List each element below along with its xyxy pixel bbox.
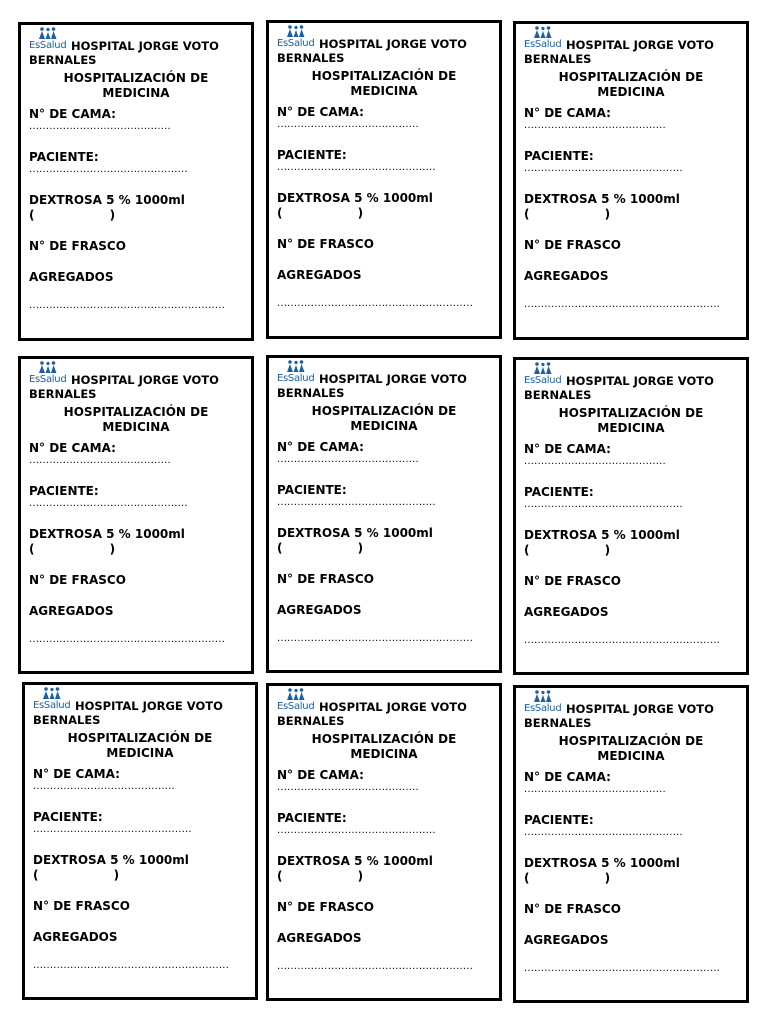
essalud-logo	[524, 28, 564, 52]
iv-label-card-8	[266, 683, 502, 1001]
solution-label: DEXTROSA 5 % 1000ml	[524, 528, 680, 542]
patient-label: PACIENTE:	[33, 810, 103, 824]
essalud-logo	[33, 689, 73, 713]
family-icon	[532, 26, 554, 38]
additives-fill-line: ..........................................................	[29, 301, 225, 311]
volume-paren	[524, 871, 738, 886]
volume-field: ( )	[29, 542, 116, 556]
solution-label: DEXTROSA 5 % 1000ml	[277, 526, 433, 540]
patient-fill-line: ...............................................	[524, 164, 683, 174]
iv-label-card-5	[266, 355, 502, 673]
volume-paren	[277, 206, 491, 221]
volume-field: ( )	[277, 541, 364, 555]
iv-label-card-4	[18, 356, 254, 674]
unit-title: HOSPITALIZACIÓN DE MEDICINA	[63, 71, 209, 100]
volume-field: ( )	[524, 871, 611, 885]
bed-label: N° DE CAMA:	[524, 106, 611, 120]
additives-label: AGREGADOS	[33, 930, 118, 944]
volume-paren	[29, 542, 243, 557]
volume-field: ( )	[277, 206, 364, 220]
solution-label: DEXTROSA 5 % 1000ml	[524, 856, 680, 870]
bottle-label: N° DE FRASCO	[29, 239, 126, 253]
volume-paren	[277, 541, 491, 556]
family-icon	[37, 27, 59, 39]
bed-label: N° DE CAMA:	[277, 440, 364, 454]
label-header	[277, 27, 491, 65]
bed-label: N° DE CAMA:	[277, 768, 364, 782]
bed-fill-line: ..........................................	[277, 783, 419, 793]
hospital-name: HOSPITAL JORGE VOTO BERNALES	[277, 372, 467, 400]
bed-fill-line: ..........................................	[524, 457, 666, 467]
additives-fill-line: ..........................................................	[524, 636, 720, 646]
patient-fill-line: ...............................................	[277, 826, 436, 836]
iv-label-card-3	[513, 21, 749, 340]
iv-label-card-9	[513, 685, 749, 1003]
additives-label: AGREGADOS	[524, 933, 609, 947]
solution-label: DEXTROSA 5 % 1000ml	[524, 192, 680, 206]
additives-fill-line: ..........................................................	[524, 964, 720, 974]
iv-label-card-7	[22, 682, 258, 1000]
bottle-label: N° DE FRASCO	[277, 237, 374, 251]
unit-title: HOSPITALIZACIÓN DE MEDICINA	[63, 405, 209, 434]
brand-name: EsSalud	[277, 373, 315, 384]
volume-paren	[33, 868, 247, 883]
patient-fill-line: ...............................................	[29, 165, 188, 175]
hospital-name: HOSPITAL JORGE VOTO BERNALES	[277, 37, 467, 65]
patient-label: PACIENTE:	[524, 485, 594, 499]
additives-label: AGREGADOS	[277, 268, 362, 282]
hospital-name: HOSPITAL JORGE VOTO BERNALES	[29, 373, 219, 401]
patient-fill-line: ...............................................	[33, 825, 192, 835]
additives-label: AGREGADOS	[524, 605, 609, 619]
unit-title: HOSPITALIZACIÓN DE MEDICINA	[67, 731, 213, 760]
label-header	[524, 28, 738, 66]
bed-fill-line: ..........................................	[29, 122, 171, 132]
bottle-label: N° DE FRASCO	[277, 900, 374, 914]
patient-fill-line: ...............................................	[524, 828, 683, 838]
volume-field: ( )	[524, 543, 611, 557]
additives-fill-line: ..........................................................	[277, 962, 473, 972]
bottle-label: N° DE FRASCO	[277, 572, 374, 586]
bed-label: N° DE CAMA:	[277, 105, 364, 119]
additives-fill-line: ..........................................................	[524, 300, 720, 310]
iv-label-card-1	[18, 22, 254, 341]
solution-label: DEXTROSA 5 % 1000ml	[29, 527, 185, 541]
hospital-name: HOSPITAL JORGE VOTO BERNALES	[524, 38, 714, 66]
essalud-logo	[524, 364, 564, 388]
family-icon	[37, 361, 59, 373]
volume-field: ( )	[277, 869, 364, 883]
volume-paren	[277, 869, 491, 884]
solution-label: DEXTROSA 5 % 1000ml	[33, 853, 189, 867]
bottle-label: N° DE FRASCO	[524, 238, 621, 252]
patient-label: PACIENTE:	[524, 813, 594, 827]
volume-paren	[524, 543, 738, 558]
label-header	[33, 689, 247, 727]
patient-label: PACIENTE:	[277, 483, 347, 497]
unit-title: HOSPITALIZACIÓN DE MEDICINA	[311, 404, 457, 433]
patient-fill-line: ...............................................	[524, 500, 683, 510]
bed-fill-line: ..........................................	[277, 455, 419, 465]
patient-label: PACIENTE:	[277, 811, 347, 825]
volume-field: ( )	[29, 208, 116, 222]
essalud-logo	[524, 692, 564, 716]
label-header	[277, 690, 491, 728]
essalud-logo	[29, 29, 69, 53]
solution-label: DEXTROSA 5 % 1000ml	[277, 191, 433, 205]
bottle-label: N° DE FRASCO	[29, 573, 126, 587]
essalud-logo	[29, 363, 69, 387]
family-icon	[285, 25, 307, 37]
brand-name: EsSalud	[524, 703, 562, 714]
additives-label: AGREGADOS	[29, 270, 114, 284]
family-icon	[532, 690, 554, 702]
brand-name: EsSalud	[524, 39, 562, 50]
additives-label: AGREGADOS	[524, 269, 609, 283]
additives-fill-line: ..........................................................	[277, 299, 473, 309]
hospital-name: HOSPITAL JORGE VOTO BERNALES	[524, 374, 714, 402]
additives-label: AGREGADOS	[29, 604, 114, 618]
unit-title: HOSPITALIZACIÓN DE MEDICINA	[558, 406, 704, 435]
brand-name: EsSalud	[524, 375, 562, 386]
family-icon	[285, 688, 307, 700]
bed-label: N° DE CAMA:	[33, 767, 120, 781]
family-icon	[41, 687, 63, 699]
additives-fill-line: ..........................................................	[277, 634, 473, 644]
family-icon	[532, 362, 554, 374]
solution-label: DEXTROSA 5 % 1000ml	[29, 193, 185, 207]
volume-field: ( )	[524, 207, 611, 221]
patient-label: PACIENTE:	[29, 484, 99, 498]
additives-fill-line: ..........................................................	[33, 961, 229, 971]
brand-name: EsSalud	[277, 38, 315, 49]
bed-fill-line: ..........................................	[524, 121, 666, 131]
brand-name: EsSalud	[29, 40, 67, 51]
brand-name: EsSalud	[33, 700, 71, 711]
label-header	[524, 692, 738, 730]
bottle-label: N° DE FRASCO	[33, 899, 130, 913]
hospital-name: HOSPITAL JORGE VOTO BERNALES	[29, 39, 219, 67]
unit-title: HOSPITALIZACIÓN DE MEDICINA	[558, 70, 704, 99]
unit-title: HOSPITALIZACIÓN DE MEDICINA	[311, 69, 457, 98]
hospital-name: HOSPITAL JORGE VOTO BERNALES	[33, 699, 223, 727]
patient-fill-line: ...............................................	[29, 499, 188, 509]
iv-label-card-6	[513, 357, 749, 675]
bottle-label: N° DE FRASCO	[524, 574, 621, 588]
family-icon	[285, 360, 307, 372]
volume-paren	[524, 207, 738, 222]
label-header	[277, 362, 491, 400]
volume-paren	[29, 208, 243, 223]
patient-fill-line: ...............................................	[277, 498, 436, 508]
solution-label: DEXTROSA 5 % 1000ml	[277, 854, 433, 868]
essalud-logo	[277, 690, 317, 714]
unit-title: HOSPITALIZACIÓN DE MEDICINA	[311, 732, 457, 761]
bed-fill-line: ..........................................	[524, 785, 666, 795]
bed-fill-line: ..........................................	[277, 120, 419, 130]
patient-fill-line: ...............................................	[277, 163, 436, 173]
additives-label: AGREGADOS	[277, 603, 362, 617]
label-header	[29, 29, 243, 67]
essalud-logo	[277, 27, 317, 51]
patient-label: PACIENTE:	[277, 148, 347, 162]
iv-label-card-2	[266, 20, 502, 339]
bed-label: N° DE CAMA:	[29, 441, 116, 455]
unit-title: HOSPITALIZACIÓN DE MEDICINA	[558, 734, 704, 763]
additives-label: AGREGADOS	[277, 931, 362, 945]
label-header	[524, 364, 738, 402]
bed-label: N° DE CAMA:	[29, 107, 116, 121]
hospital-name: HOSPITAL JORGE VOTO BERNALES	[524, 702, 714, 730]
label-header	[29, 363, 243, 401]
additives-fill-line: ..........................................................	[29, 635, 225, 645]
volume-field: ( )	[33, 868, 120, 882]
patient-label: PACIENTE:	[29, 150, 99, 164]
bottle-label: N° DE FRASCO	[524, 902, 621, 916]
bed-fill-line: ..........................................	[29, 456, 171, 466]
brand-name: EsSalud	[277, 701, 315, 712]
brand-name: EsSalud	[29, 374, 67, 385]
hospital-name: HOSPITAL JORGE VOTO BERNALES	[277, 700, 467, 728]
patient-label: PACIENTE:	[524, 149, 594, 163]
bed-label: N° DE CAMA:	[524, 770, 611, 784]
bed-label: N° DE CAMA:	[524, 442, 611, 456]
bed-fill-line: ..........................................	[33, 782, 175, 792]
essalud-logo	[277, 362, 317, 386]
